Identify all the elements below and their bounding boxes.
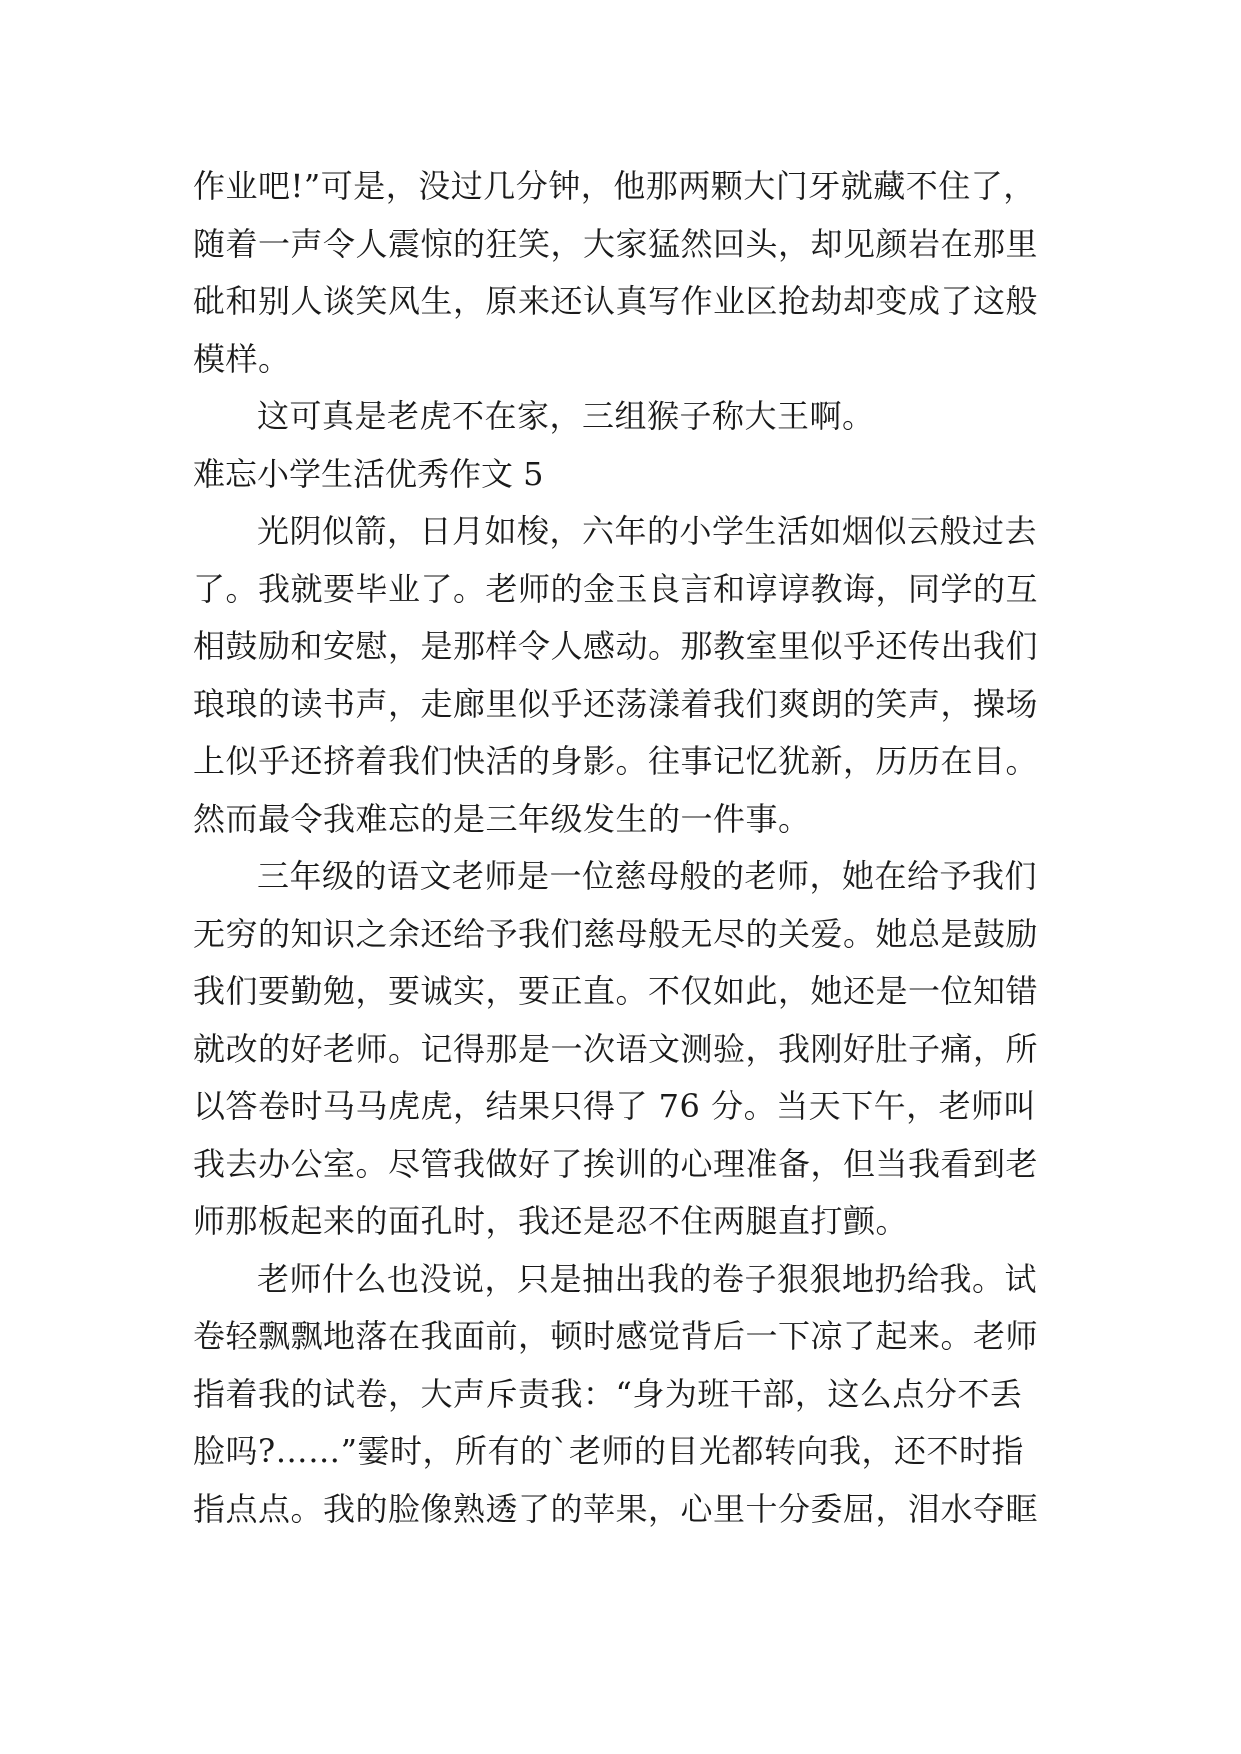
text-line: 无穷的知识之余还给予我们慈母般无尽的关爱。她总是鼓励 [193,914,1039,953]
text-line: 指点点。我的脸像熟透了的苹果，心里十分委屈，泪水夺眶 [193,1489,1039,1528]
document-body [193,158,1053,1538]
text-line: 老师什么也没说，只是抽出我的卷子狠狠地扔给我。试 [257,1259,1038,1298]
text-line: 光阴似箭，日月如梭，六年的小学生活如烟似云般过去 [257,512,1038,550]
text-line: 相鼓励和安慰，是那样令人感动。那教室里似乎还传出我们 [193,627,1039,665]
section-heading: 难忘小学生活优秀作文 5 [193,454,544,493]
text-line: 上似乎还挤着我们快活的身影。往事记忆犹新，历历在目。 [193,742,1039,780]
text-line: 就改的好老师。记得那是一次语文测验，我刚好肚子痛，所 [193,1029,1039,1068]
text-line: 我们要勤勉，要诚实，要正直。不仅如此，她还是一位知错 [193,972,1039,1010]
text-line: 卷轻飘飘地落在我面前，顿时感觉背后一下凉了起来。老师 [193,1317,1039,1355]
text-line: 这可真是老虎不在家，三组猴子称大王啊。 [257,397,875,435]
text-line: 以答卷时马马虎虎，结果只得了 76 分。当天下午，老师叫 [193,1087,1037,1125]
text-line: 脸吗?……”霎时，所有的`老师的目光都转向我，还不时指 [193,1432,1025,1470]
text-line: 随着一声令人震惊的狂笑，大家猛然回头，却见颜岩在那里 [193,224,1039,263]
text-line: 师那板起来的面孔时，我还是忍不住两腿直打颤。 [193,1202,909,1240]
text-line: 三年级的语文老师是一位慈母般的老师，她在给予我们 [257,857,1038,895]
text-line: 模样。 [193,339,291,378]
text-line: 然而最令我难忘的是三年级发生的一件事。 [193,799,811,838]
text-line: 了。我就要毕业了。老师的金玉良言和谆谆教诲，同学的互 [193,569,1039,608]
text-line: 砒和别人谈笑风生，原来还认真写作业区抢劫却变成了这般 [193,282,1039,320]
text-line: 琅琅的读书声，走廊里似乎还荡漾着我们爽朗的笑声，操场 [193,684,1039,723]
text-line: 我去办公室。尽管我做好了挨训的心理准备，但当我看到老 [193,1144,1039,1183]
text-line: 指着我的试卷，大声斥责我：“身为班干部，这么点分不丢 [193,1374,1023,1413]
text-line: 作业吧!”可是，没过几分钟，他那两颗大门牙就藏不住了， [193,167,1036,205]
